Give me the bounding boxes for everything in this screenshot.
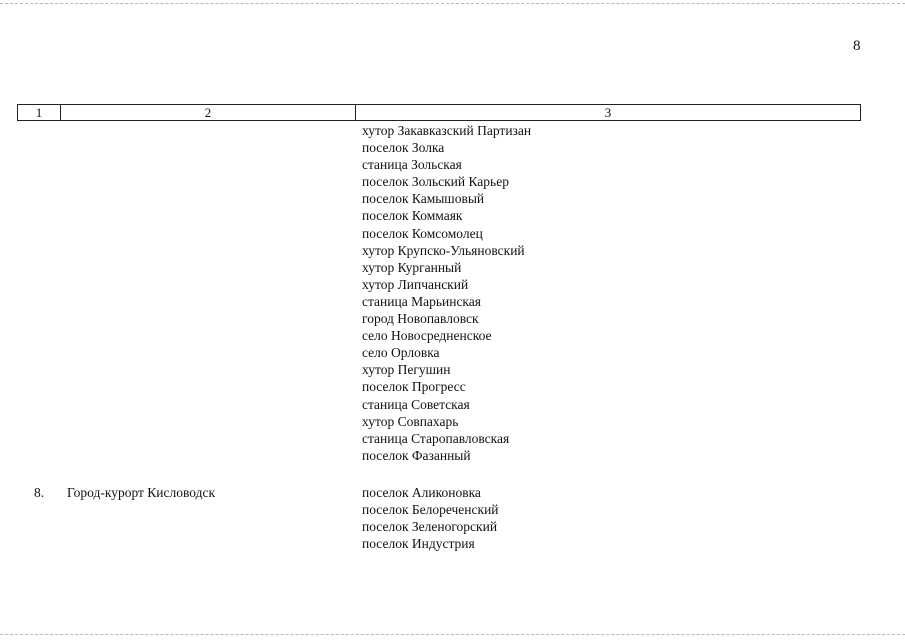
locality-item: хутор Совпахарь [362,413,459,429]
locality-item: хутор Закавказский Партизан [362,123,532,138]
locality-item: город Новопавловск [362,311,479,327]
district-locality-list [362,484,499,552]
locality-item: поселок Фазанный [362,447,471,463]
continued-locality-list [362,122,531,464]
table-header-col-3: 3 [604,105,612,120]
locality-item: поселок Индустрия [362,536,475,552]
scan-edge-top [0,3,905,4]
locality-item: поселок Комсомолец [362,225,483,241]
locality-item: станица Советская [362,396,470,412]
locality-item: поселок Белореченский [362,502,499,518]
locality-item: село Орловка [362,345,440,361]
locality-item: поселок Зольский Карьер [362,174,509,190]
locality-item: хутор Крупско-Ульяновский [362,242,525,258]
table-header [17,104,861,121]
row-number: 8. [34,485,45,500]
locality-item: поселок Камышовый [362,191,485,207]
locality-item: поселок Аликоновка [362,485,481,500]
table-header-col-2: 2 [204,105,212,120]
locality-item: поселок Зеленогорский [362,519,498,535]
table-header-col-1: 1 [35,105,43,120]
page-number: 8 [853,38,861,54]
scan-edge-bottom [0,634,905,635]
locality-item: станица Марьинская [362,293,481,309]
locality-item: поселок Коммаяк [362,208,463,224]
locality-item: село Новосредненское [362,328,492,344]
locality-item: хутор Липчанский [362,276,469,292]
locality-item: хутор Пегушин [362,362,451,378]
locality-item: поселок Прогресс [362,379,466,395]
locality-item: поселок Золка [362,140,445,156]
locality-item: станица Старопавловская [362,430,510,446]
locality-item: станица Зольская [362,157,462,173]
district-name: Город-курорт Кисловодск [67,485,216,500]
locality-item: хутор Курганный [362,259,462,275]
